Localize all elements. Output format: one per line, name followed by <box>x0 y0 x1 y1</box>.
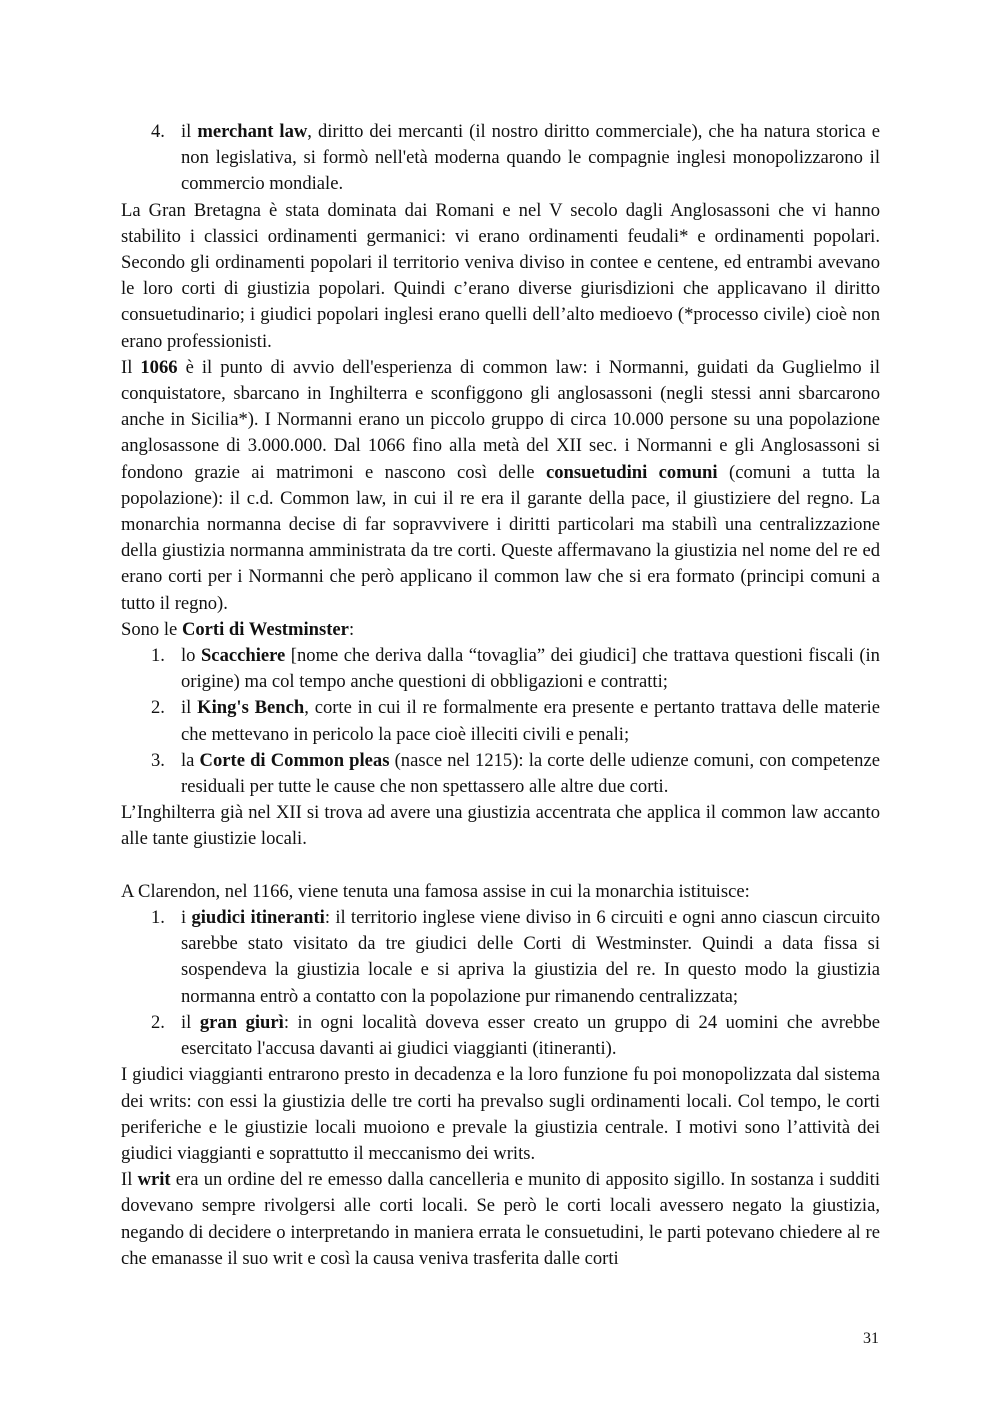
text-run: , corte in cui il re formalmente era presente e pertanto trattava delle materie che mettevano in pericolo la pace cioè illeciti civili e penali; <box>181 697 880 745</box>
text-run: Il <box>121 356 141 378</box>
merchant-law-list <box>121 119 880 198</box>
list-item-text <box>181 645 880 692</box>
paragraph-clarendon: A Clarendon, nel 1166, viene tenuta una famosa assise in cui la monarchia istituisce: <box>121 880 750 902</box>
paragraph-gran-bretagna: La Gran Bretagna è stata dominata dai Romani e nel V secolo dagli Anglosassoni che vi hanno stabilito i classici ordinamenti germanici: vi erano ordinamenti feudali* e ordinamenti popolari. Secondo gli ordinamenti popolari il territorio veniva diviso in contee e centene, ed entrambi avevano le loro corti di giustizia popolari. Quindi c’erano diverse giurisdizioni che applicavano il diritto consuetudinario; i giudici popolari inglesi erano quelli dell’alto medioevo (*processo civile) cioè non erano professionisti. <box>121 199 880 352</box>
list-item-common-pleas <box>121 748 880 800</box>
text-run: lo <box>181 645 201 667</box>
text-run: il <box>181 121 198 142</box>
bold-term: Corte di Common pleas <box>199 749 390 771</box>
text-run: : il territorio inglese viene diviso in 6 circuiti e ogni anno ciascun circuito sarebbe stato visitato da tre giudici delle Corti di Westminster. Quindi a data fissa si sospendeva la giustizia locale e si apriva la giustizia del re. In questo modo la giustizia normanna entrò a contatto con la popolazione pur rimanendo centralizzata; <box>181 907 880 1007</box>
westminster-courts-list <box>121 643 880 800</box>
list-item-text <box>181 697 880 744</box>
list-item-text <box>181 907 880 1007</box>
bold-term: writ <box>137 1169 171 1191</box>
list-number: 1. <box>151 645 165 667</box>
text-run: era un ordine del re emesso dalla cancelleria e munito di apposito sigillo. In sostanza i sudditi dovevano sempre rivolgersi alle corti locali. Se però le corti locali avessero negato la giustizia, negando di decidere o interpretando in maniera errata le consuetudini, le parti potevano chiedere al re che emanasse il suo writ e così la causa veniva trasferita dalle corti <box>121 1169 881 1269</box>
list-number: 2. <box>151 697 165 719</box>
bold-term: consuetudini comuni <box>545 461 718 483</box>
text-run: : <box>348 618 355 640</box>
document-page <box>121 119 880 1272</box>
paragraph-giudici-viaggianti: I giudici viaggianti entrarono presto in decadenza e la loro funzione fu poi monopolizzata dal sistema dei writs: con essi la giustizia delle tre corti ha prevalso sugli ordinamenti locali. Col tempo, le corti periferiche e le giustizie locali muoiono e prevale la giustizia centrale. I motivi sono l’attività dei giudici viaggianti e soprattutto il meccanismo dei writs. <box>121 1064 880 1164</box>
list-item-text <box>181 121 880 194</box>
text-run: , diritto dei mercanti (il nostro diritto commerciale), che ha natura storica e non legislativa, si formò nell'età moderna quando le compagnie inglesi monopolizzarono il commercio mondiale. <box>181 121 880 195</box>
text-run: : in ogni località doveva esser creato un gruppo di 24 uomini che avrebbe esercitato l'accusa davanti ai giudici viaggianti (itineranti). <box>181 1011 881 1060</box>
text-run: i <box>181 907 192 929</box>
bold-term: gran giurì <box>199 1011 284 1033</box>
paragraph-writ <box>121 1167 880 1272</box>
list-item-gran-giuri <box>121 1010 880 1062</box>
bold-term: King's Bench <box>197 697 305 719</box>
page-number: 31 <box>863 1330 879 1347</box>
paragraph-spacer <box>121 853 880 879</box>
text-run: la <box>181 749 200 771</box>
list-item-giudici-itineranti <box>121 905 880 1010</box>
clarendon-list <box>121 905 880 1062</box>
text-run: il <box>181 1011 200 1033</box>
list-number: 3. <box>151 749 165 771</box>
text-run: Sono le <box>121 618 182 640</box>
list-item-text <box>181 750 880 797</box>
bold-term: giudici itineranti <box>191 907 325 929</box>
text-run: (comuni a tutta la popolazione): il c.d. Common law, in cui il re era il garante della pace, il giustiziere del regno. La monarchia normanna decise di far sopravvivere i diritti particolari ma stabilì una centralizzazione della giustizia normanna amministrata da tre corti. Queste affermavano la giustizia nel nome del re ed erano corti per i Normanni che però applicano il common law che si era formato (principi comuni a tutto il regno). <box>121 461 880 614</box>
list-item-merchant-law <box>121 119 880 198</box>
text-run: [nome che deriva dalla “tovaglia” dei giudici] che trattava questioni fiscali (in origine) ma col tempo anche questioni di obbligazioni e contratti; <box>181 645 880 693</box>
text-run: (nasce nel 1215): la corte delle udienze comuni, con competenze residuali per tutte le cause che non spettassero alle altre due corti. <box>181 749 880 798</box>
list-number: 2. <box>151 1011 165 1033</box>
bold-term: 1066 <box>140 356 178 378</box>
list-number: 1. <box>151 907 165 929</box>
list-item-scacchiere <box>121 643 880 695</box>
text-run: Il <box>121 1169 138 1191</box>
paragraph-inghilterra: L’Inghilterra già nel XII si trova ad avere una giustizia accentrata che applica il common law accanto alle tante giustizie locali. <box>121 802 880 850</box>
list-item-text <box>181 1012 880 1059</box>
paragraph-1066 <box>121 355 880 617</box>
paragraph-corti-westminster <box>121 617 880 643</box>
bold-term: Scacchiere <box>200 645 286 667</box>
bold-term: merchant law <box>197 121 308 142</box>
text-run: è il punto di avvio dell'esperienza di common law: i Normanni, guidati da Guglielmo il conquistatore, sbarcano in Inghilterra e sconfiggono gli anglosassoni (negli stessi anni sbarcarono anche in Sicilia*). I Normanni erano un piccolo gruppo di circa 10.000 persone su una popolazione anglosassone di 3.000.000. Dal 1066 fino alla metà del XII sec. i Normanni e gli Anglosassoni si fondono grazie ai matrimoni e nascono così delle <box>121 356 880 483</box>
bold-term: Corti di Westminster <box>181 618 349 640</box>
list-item-kings-bench <box>121 695 880 747</box>
list-number: 4. <box>151 121 165 142</box>
text-run: il <box>181 697 198 719</box>
